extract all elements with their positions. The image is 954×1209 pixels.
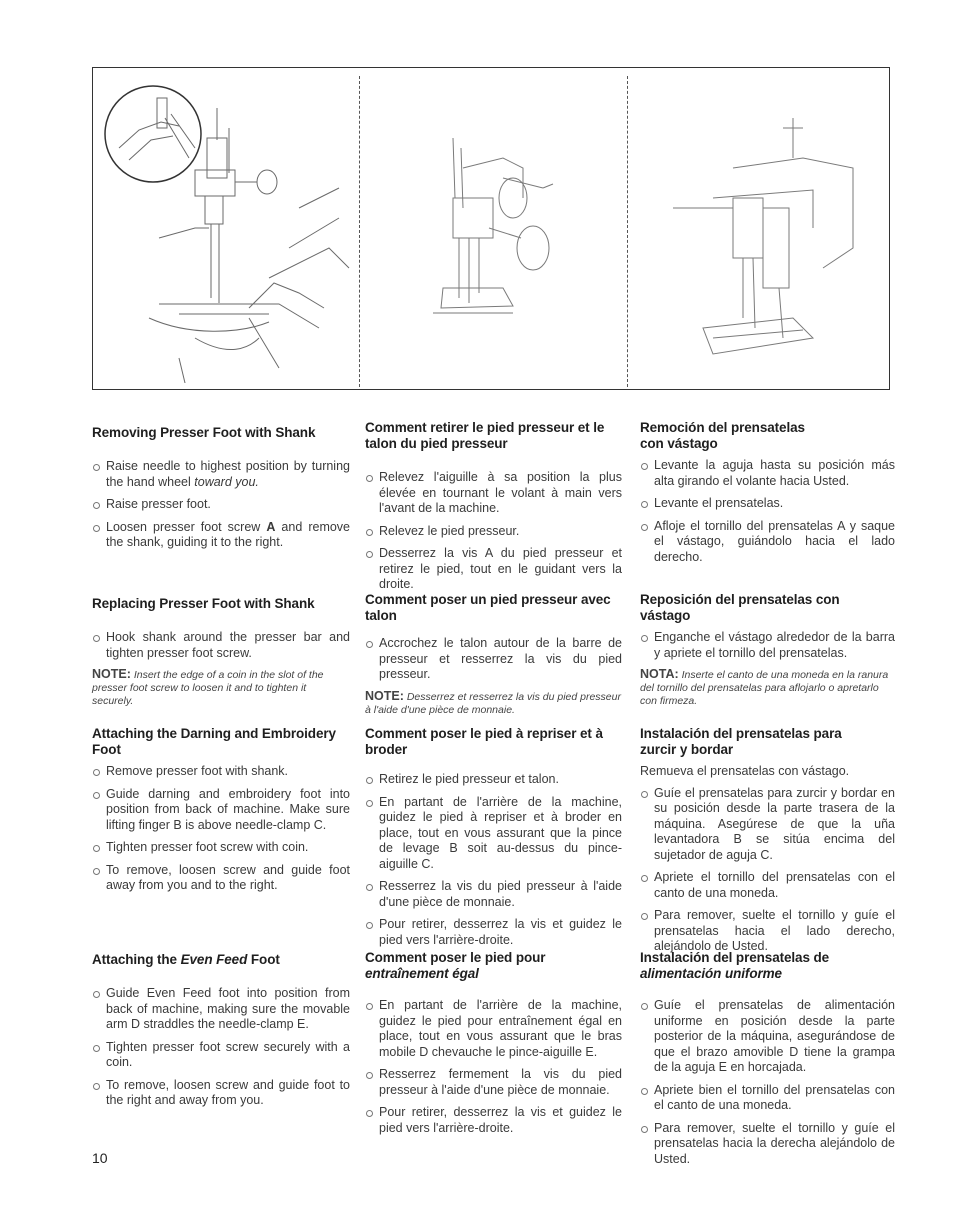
section-heading: Comment retirer le pied presseur et le talon du pied presseur bbox=[365, 420, 605, 451]
list-item: Pour retirer, desserrez la vis et guidez le pied vers l'arrière-droite. bbox=[365, 1105, 622, 1136]
list-item: Relevez le pied presseur. bbox=[365, 524, 622, 540]
section-heading: Attaching the Darning and Embroidery Foot bbox=[92, 726, 336, 757]
list-item: Retirez le pied presseur et talon. bbox=[365, 772, 622, 788]
list-item: Remove presser foot with shank. bbox=[92, 764, 350, 780]
intro-text: Remueva el prensatelas con vástago. bbox=[640, 764, 850, 778]
list-item: Enganche el vástago alrededor de la barra y apriete el tornillo del prensatelas. bbox=[640, 630, 895, 661]
list-item: Raise presser foot. bbox=[92, 497, 350, 513]
list-item: Guíe el prensatelas para zurcir y bordar en su posición desde la parte trasera de la máquina. Asegúrese de que la uña levantadora B se sitúa encima del sujetador de aguja C. bbox=[640, 786, 895, 864]
list-item: Relevez l'aiguille à sa position la plus élevée en tournant le volant à main vers l'avant de la machine. bbox=[365, 470, 622, 517]
list-item: Apriete el tornillo del prensatelas con el canto de una moneda. bbox=[640, 870, 895, 901]
section-heading: Remoción del prensatelas con vástago bbox=[640, 420, 805, 451]
list-item: Para remover, suelte el tornillo y guíe el prensatelas hacia el lado derecho, alejándolo de Usted. bbox=[640, 908, 895, 955]
section-remocion bbox=[640, 420, 895, 572]
section-heading: Instalación del prensatelas de alimentación uniforme bbox=[640, 950, 830, 981]
section-entrainement-egal bbox=[365, 950, 622, 1143]
list-item: Guide darning and embroidery foot into position from back of machine. Make sure lifting finger B is above needle-clamp C. bbox=[92, 787, 350, 834]
list-item: En partant de l'arrière de la machine, guidez le pied pour entraînement égal en place, tout en vous assurant que le bras mobile D chevauche le pince-aiguille E. bbox=[365, 998, 622, 1060]
section-replacing-presser-foot bbox=[92, 596, 350, 708]
list-item: Resserrez fermement la vis du pied presseur à l'aide d'une pièce de monnaie. bbox=[365, 1067, 622, 1098]
section-heading: Comment poser le pied pour entraînement égal bbox=[365, 950, 546, 981]
list-item: En partant de l'arrière de la machine, guidez le pied à repriser et à broder en place, tout en vous assurant que la pince de levage B soit au-dessus du pince-aiguille C. bbox=[365, 795, 622, 873]
list-item: Levante la aguja hasta su posición más alta girando el volante hacia Usted. bbox=[640, 458, 895, 489]
list-item: Tighten presser foot screw with coin. bbox=[92, 840, 350, 856]
note: NOTE: Insert the edge of a coin in the slot of the presser foot screw to loosen it and to tighten it securely. bbox=[92, 667, 324, 707]
note: NOTA: Inserte el canto de una moneda en la ranura del tornillo del prensatelas para aflojarlo o apretarlo con firmeza. bbox=[640, 667, 889, 707]
replacing-presser-foot-illustration bbox=[393, 88, 623, 378]
list-item: To remove, loosen screw and guide foot away from you and to the right. bbox=[92, 863, 350, 894]
list-item: Hook shank around the presser bar and tighten presser foot screw. bbox=[92, 630, 350, 661]
panel-divider bbox=[359, 76, 360, 387]
section-heading: Reposición del prensatelas con vástago bbox=[640, 592, 840, 623]
list-item: Guide Even Feed foot into position from back of machine, making sure the movable arm D straddles the needle-clamp E. bbox=[92, 986, 350, 1033]
section-darning-foot bbox=[92, 726, 350, 901]
section-reposicion bbox=[640, 592, 895, 708]
section-heading: Instalación del prensatelas para zurcir y bordar bbox=[640, 726, 842, 757]
section-heading: Removing Presser Foot with Shank bbox=[92, 425, 316, 440]
section-poser-pied bbox=[365, 592, 622, 717]
list-item: Afloje el tornillo del prensatelas A y saque el vástago, guiándolo hacia el lado derecho. bbox=[640, 519, 895, 566]
section-heading: Attaching the Even Feed Foot bbox=[92, 952, 280, 967]
panel-divider bbox=[627, 76, 628, 387]
list-item: Guíe el prensatelas de alimentación uniforme en posición desde la parte posterior de la máquina, asegurándose de que el brazo amovible D tiene la grampa de la aguja E en horcajada. bbox=[640, 998, 895, 1076]
removing-presser-foot-illustration bbox=[99, 78, 355, 383]
section-even-feed-foot bbox=[92, 952, 350, 1116]
list-item: Pour retirer, desserrez la vis et guidez le pied vers l'arrière-droite. bbox=[365, 917, 622, 948]
page-number: 10 bbox=[92, 1150, 108, 1166]
list-item: Para remover, suelte el tornillo y guíe el prensatelas hacia la derecha alejándolo de Usted. bbox=[640, 1121, 895, 1168]
list-item: Levante el prensatelas. bbox=[640, 496, 895, 512]
list-item: Accrochez le talon autour de la barre de presseur et resserrez la vis du pied presseur. bbox=[365, 636, 622, 683]
section-alimentacion-uniforme bbox=[640, 950, 895, 1174]
list-item: Apriete bien el tornillo del prensatelas con el canto de una moneda. bbox=[640, 1083, 895, 1114]
illustration-frame bbox=[92, 67, 890, 390]
section-heading: Comment poser un pied presseur avec talon bbox=[365, 592, 611, 623]
section-pied-repriser bbox=[365, 726, 622, 955]
list-item: Loosen presser foot screw A and remove the shank, guiding it to the right. bbox=[92, 520, 350, 551]
section-retirer-pied bbox=[365, 420, 622, 600]
list-item: Tighten presser foot screw securely with a coin. bbox=[92, 1040, 350, 1071]
note: NOTE: Desserrez et resserrez la vis du pied presseur à l'aide d'une pièce de monnaie. bbox=[365, 688, 621, 716]
list-item: To remove, loosen screw and guide foot to the right and away from you. bbox=[92, 1078, 350, 1109]
section-heading: Comment poser le pied à repriser et à broder bbox=[365, 726, 603, 757]
section-heading: Replacing Presser Foot with Shank bbox=[92, 596, 315, 611]
darning-foot-illustration bbox=[653, 98, 883, 378]
section-zurcir-bordar bbox=[640, 726, 895, 962]
list-item: Desserrez la vis A du pied presseur et retirez le pied, tout en le guidant vers la droite. bbox=[365, 546, 622, 593]
section-removing-presser-foot bbox=[92, 425, 350, 558]
list-item: Raise needle to highest position by turning the hand wheel toward you. bbox=[92, 459, 350, 490]
list-item: Resserrez la vis du pied presseur à l'aide d'une pièce de monnaie. bbox=[365, 879, 622, 910]
